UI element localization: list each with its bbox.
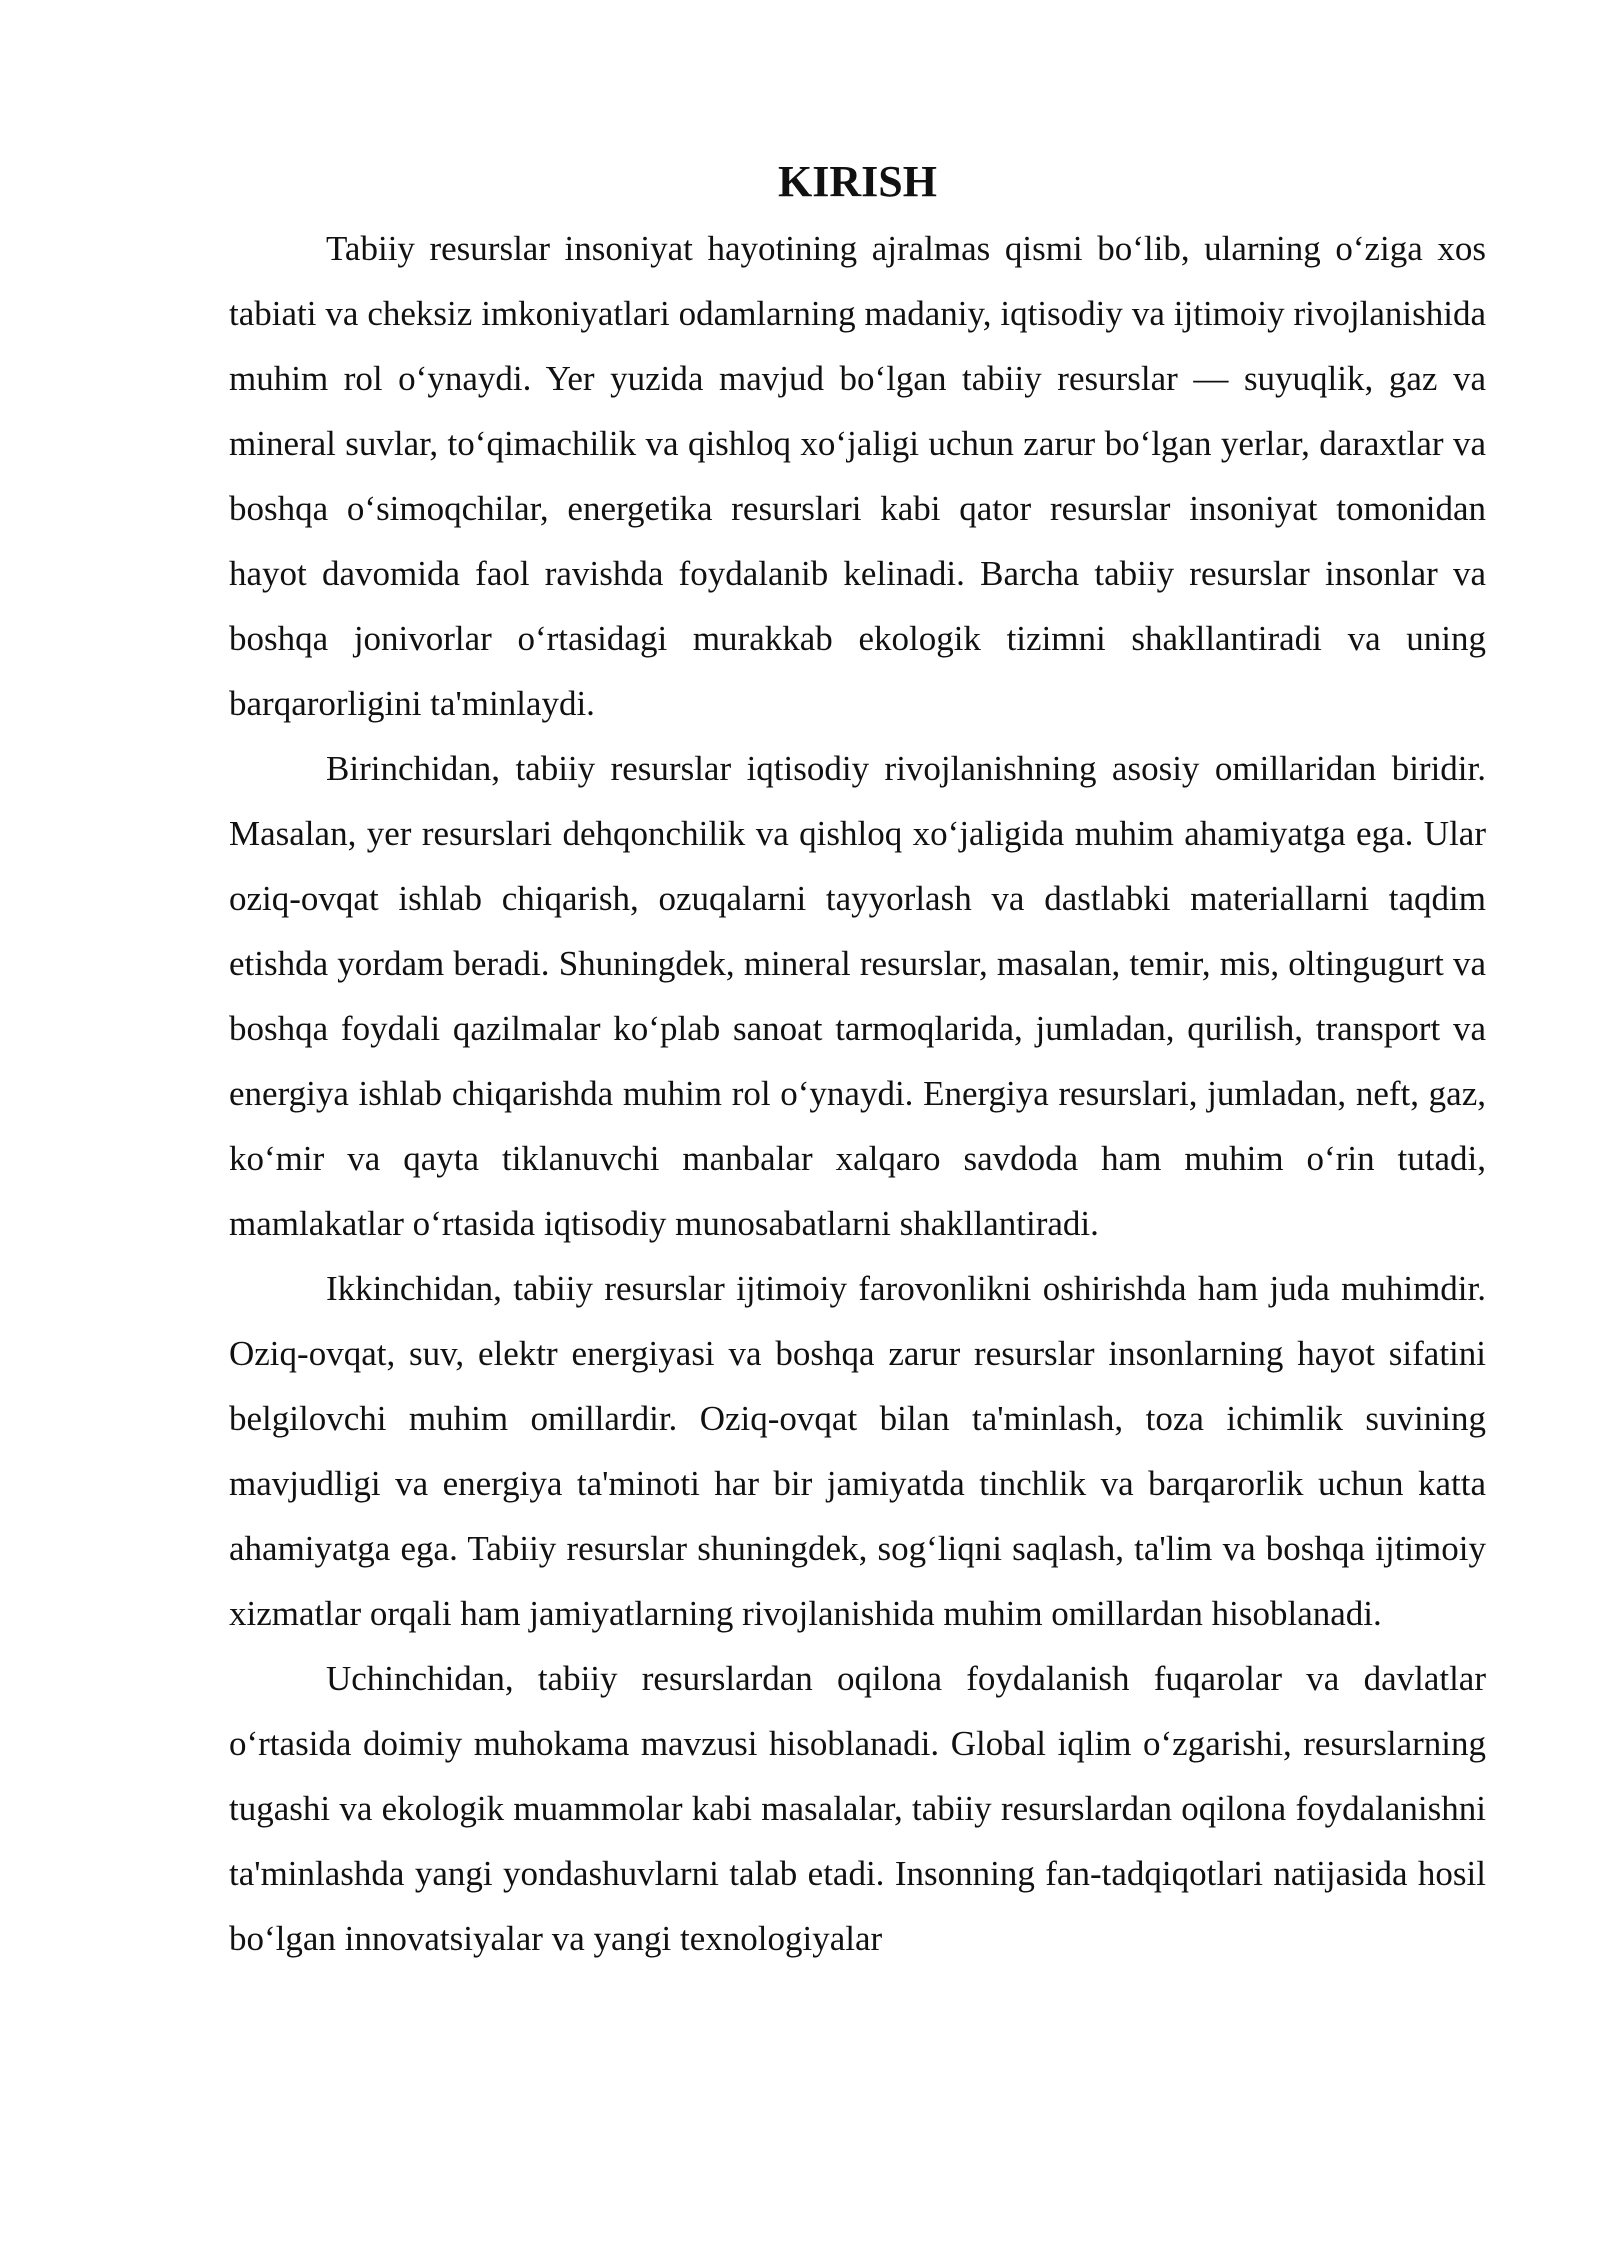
paragraph-1: Tabiiy resurslar insoniyat hayotining ajralmas qismi bo‘lib, ularning o‘ziga xos tabiati va cheksiz imkoniyatlari odamlarning madaniy, iqtisodiy va ijtimoiy rivojlanishida muhim rol o‘ynaydi. Yer yuzida mavjud bo‘lgan tabiiy resurslar — suyuqlik, gaz va mineral suvlar, to‘qimachilik va qishloq xo‘jaligi uchun zarur bo‘lgan yerlar, daraxtlar va boshqa o‘simoqchilar, energetika resurslari kabi qator resurslar insoniyat tomonidan hayot davomida faol ravishda foydalanib kelinadi. Barcha tabiiy resurslar insonlar va boshqa jonivorlar o‘rtasidagi murakkab ekologik tizimni shakllantiradi va uning barqarorligini ta'minlaydi. (229, 229, 1486, 723)
paragraph-3: Ikkinchidan, tabiiy resurslar ijtimoiy farovonlikni oshirishda ham juda muhimdir. Oziq-ovqat, suv, elektr energiyasi va boshqa zarur resurslar insonlarning hayot sifatini belgilovchi muhim omillardir. Oziq-ovqat bilan ta'minlash, toza ichimlik suvining mavjudligi va energiya ta'minoti har bir jamiyatda tinchlik va barqarorlik uchun katta ahamiyatga ega. Tabiiy resurslar shuningdek, sog‘liqni saqlash, ta'lim va boshqa ijtimoiy xizmatlar orqali ham jamiyatlarning rivojlanishida muhim omillardan hisoblanadi. (229, 1269, 1486, 1633)
page-title: KIRISH (778, 157, 937, 206)
document-body (229, 148, 1486, 1971)
paragraph-2: Birinchidan, tabiiy resurslar iqtisodiy rivojlanishning asosiy omillaridan biridir. Masalan, yer resurslari dehqonchilik va qishloq xo‘jaligida muhim ahamiyatga ega. Ular oziq-ovqat ishlab chiqarish, ozuqalarni tayyorlash va dastlabki materiallarni taqdim etishda yordam beradi. Shuningdek, mineral resurslar, masalan, temir, mis, oltingugurt va boshqa foydali qazilmalar ko‘plab sanoat tarmoqlarida, jumladan, qurilish, transport va energiya ishlab chiqarishda muhim rol o‘ynaydi. Energiya resurslari, jumladan, neft, gaz, ko‘mir va qayta tiklanuvchi manbalar xalqaro savdoda ham muhim o‘rin tutadi, mamlakatlar o‘rtasida iqtisodiy munosabatlarni shakllantiradi. (229, 749, 1486, 1243)
paragraph-4: Uchinchidan, tabiiy resurslardan oqilona foydalanish fuqarolar va davlatlar o‘rtasida doimiy muhokama mavzusi hisoblanadi. Global iqlim o‘zgarishi, resurslarning tugashi va ekologik muammolar kabi masalalar, tabiiy resurslardan oqilona foydalanishni ta'minlashda yangi yondashuvlarni talab etadi. Insonning fan-tadqiqotlari natijasida hosil bo‘lgan innovatsiyalar va yangi texnologiyalar (229, 1659, 1486, 1958)
